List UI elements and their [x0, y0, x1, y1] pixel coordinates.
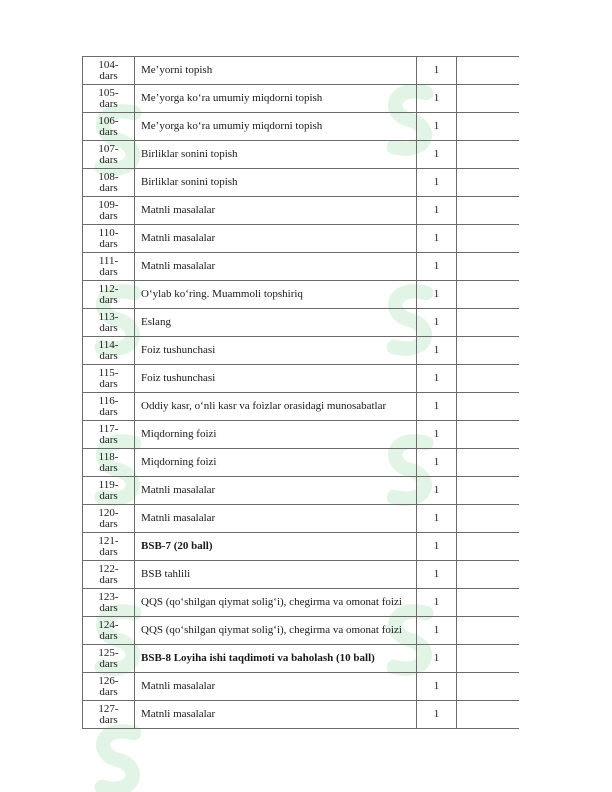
- lesson-hours: 1: [417, 337, 457, 365]
- lesson-date-cell: [457, 561, 519, 589]
- lesson-hours: 1: [417, 533, 457, 561]
- lesson-hours: 1: [417, 281, 457, 309]
- lesson-unit: dars: [99, 321, 118, 334]
- table-row: [83, 141, 519, 169]
- lesson-topic: Me’yorga ko‘ra umumiy miqdorni topish: [135, 113, 417, 141]
- lesson-number-cell: [83, 505, 135, 533]
- lesson-number-cell: [83, 589, 135, 617]
- lesson-number: 109-: [98, 198, 119, 211]
- lesson-number-cell: [83, 673, 135, 701]
- lesson-unit: dars: [99, 573, 118, 586]
- lesson-number: 126-: [98, 674, 119, 687]
- lesson-topic: Birliklar sonini topish: [135, 169, 417, 197]
- lesson-topic: BSB-8 Loyiha ishi taqdimoti va baholash (10 ball): [135, 645, 417, 673]
- lesson-plan-table-body: [83, 57, 519, 729]
- table-row: [83, 197, 519, 225]
- table-row: [83, 617, 519, 645]
- lesson-date-cell: [457, 701, 519, 729]
- lesson-number: 123-: [98, 590, 119, 603]
- lesson-number: 104-: [98, 58, 119, 71]
- lesson-date-cell: [457, 393, 519, 421]
- lesson-number-cell: [83, 421, 135, 449]
- lesson-unit: dars: [99, 153, 118, 166]
- lesson-number: 117-: [98, 422, 119, 435]
- lesson-hours: 1: [417, 561, 457, 589]
- lesson-number: 125-: [98, 646, 119, 659]
- table-row: [83, 477, 519, 505]
- lesson-topic: Me’yorga ko‘ra umumiy miqdorni topish: [135, 85, 417, 113]
- lesson-date-cell: [457, 449, 519, 477]
- lesson-number-cell: [83, 281, 135, 309]
- lesson-number-cell: [83, 561, 135, 589]
- lesson-topic: Oddiy kasr, o‘nli kasr va foizlar orasidagi munosabatlar: [135, 393, 417, 421]
- table-row: [83, 589, 519, 617]
- lesson-date-cell: [457, 197, 519, 225]
- lesson-unit: dars: [99, 181, 118, 194]
- lesson-unit: dars: [99, 125, 118, 138]
- lesson-number: 122-: [98, 562, 119, 575]
- lesson-date-cell: [457, 309, 519, 337]
- lesson-unit: dars: [99, 545, 118, 558]
- lesson-number: 107-: [98, 142, 119, 155]
- lesson-hours: 1: [417, 309, 457, 337]
- lesson-unit: dars: [99, 629, 118, 642]
- lesson-topic: O‘ylab ko‘ring. Muammoli topshiriq: [135, 281, 417, 309]
- lesson-hours: 1: [417, 197, 457, 225]
- lesson-number-cell: [83, 57, 135, 85]
- lesson-date-cell: [457, 477, 519, 505]
- lesson-number: 118-: [98, 450, 119, 463]
- lesson-topic: Matnli masalalar: [135, 505, 417, 533]
- lesson-unit: dars: [99, 405, 118, 418]
- lesson-number-cell: [83, 701, 135, 729]
- lesson-hours: 1: [417, 141, 457, 169]
- lesson-number: 119-: [98, 478, 119, 491]
- lesson-hours: 1: [417, 85, 457, 113]
- lesson-number-cell: [83, 113, 135, 141]
- lesson-hours: 1: [417, 449, 457, 477]
- lesson-topic: Miqdorning foizi: [135, 421, 417, 449]
- lesson-date-cell: [457, 421, 519, 449]
- lesson-topic: Foiz tushunchasi: [135, 365, 417, 393]
- lesson-unit: dars: [99, 293, 118, 306]
- table-row: [83, 337, 519, 365]
- lesson-plan-page: [82, 56, 518, 729]
- lesson-number-cell: [83, 337, 135, 365]
- lesson-unit: dars: [99, 349, 118, 362]
- lesson-date-cell: [457, 113, 519, 141]
- lesson-unit: dars: [99, 237, 118, 250]
- lesson-unit: dars: [99, 601, 118, 614]
- lesson-hours: 1: [417, 421, 457, 449]
- lesson-date-cell: [457, 225, 519, 253]
- lesson-date-cell: [457, 589, 519, 617]
- table-row: [83, 365, 519, 393]
- lesson-date-cell: [457, 533, 519, 561]
- lesson-date-cell: [457, 617, 519, 645]
- lesson-date-cell: [457, 365, 519, 393]
- lesson-topic: Matnli masalalar: [135, 701, 417, 729]
- lesson-date-cell: [457, 57, 519, 85]
- lesson-hours: 1: [417, 225, 457, 253]
- lesson-hours: 1: [417, 365, 457, 393]
- table-row: [83, 673, 519, 701]
- lesson-hours: 1: [417, 701, 457, 729]
- lesson-date-cell: [457, 337, 519, 365]
- lesson-number-cell: [83, 645, 135, 673]
- lesson-number: 114-: [98, 338, 119, 351]
- table-row: [83, 393, 519, 421]
- lesson-unit: dars: [99, 685, 118, 698]
- lesson-date-cell: [457, 85, 519, 113]
- lesson-number-cell: [83, 477, 135, 505]
- table-row: [83, 113, 519, 141]
- lesson-hours: 1: [417, 645, 457, 673]
- table-row: [83, 85, 519, 113]
- lesson-topic: Matnli masalalar: [135, 225, 417, 253]
- lesson-unit: dars: [99, 461, 118, 474]
- lesson-hours: 1: [417, 477, 457, 505]
- lesson-number: 115-: [98, 366, 119, 379]
- lesson-number: 111-: [98, 254, 119, 267]
- lesson-number: 116-: [98, 394, 119, 407]
- lesson-date-cell: [457, 281, 519, 309]
- lesson-hours: 1: [417, 169, 457, 197]
- lesson-hours: 1: [417, 57, 457, 85]
- lesson-date-cell: [457, 141, 519, 169]
- lesson-number-cell: [83, 253, 135, 281]
- lesson-number: 124-: [98, 618, 119, 631]
- lesson-unit: dars: [99, 377, 118, 390]
- lesson-number-cell: [83, 85, 135, 113]
- lesson-number: 121-: [98, 534, 119, 547]
- lesson-number-cell: [83, 169, 135, 197]
- lesson-topic: Matnli masalalar: [135, 197, 417, 225]
- lesson-topic: Birliklar sonini topish: [135, 141, 417, 169]
- lesson-hours: 1: [417, 113, 457, 141]
- lesson-unit: dars: [99, 657, 118, 670]
- lesson-number: 105-: [98, 86, 119, 99]
- lesson-topic: Foiz tushunchasi: [135, 337, 417, 365]
- lesson-number: 127-: [98, 702, 119, 715]
- lesson-number: 120-: [98, 506, 119, 519]
- lesson-topic: QQS (qo‘shilgan qiymat solig‘i), chegirma va omonat foizi: [135, 589, 417, 617]
- table-row: [83, 421, 519, 449]
- table-row: [83, 281, 519, 309]
- lesson-hours: 1: [417, 505, 457, 533]
- table-row: [83, 561, 519, 589]
- lesson-topic: Matnli masalalar: [135, 673, 417, 701]
- table-row: [83, 57, 519, 85]
- lesson-date-cell: [457, 253, 519, 281]
- lesson-unit: dars: [99, 97, 118, 110]
- lesson-date-cell: [457, 673, 519, 701]
- lesson-number: 106-: [98, 114, 119, 127]
- lesson-unit: dars: [99, 489, 118, 502]
- lesson-topic: BSB-7 (20 ball): [135, 533, 417, 561]
- lesson-hours: 1: [417, 393, 457, 421]
- table-row: [83, 533, 519, 561]
- lesson-hours: 1: [417, 673, 457, 701]
- lesson-number-cell: [83, 393, 135, 421]
- lesson-number-cell: [83, 141, 135, 169]
- lesson-topic: Me’yorni topish: [135, 57, 417, 85]
- lesson-number-cell: [83, 533, 135, 561]
- lesson-unit: dars: [99, 209, 118, 222]
- lesson-topic: Matnli masalalar: [135, 253, 417, 281]
- lesson-topic: Miqdorning foizi: [135, 449, 417, 477]
- lesson-number-cell: [83, 197, 135, 225]
- table-row: [83, 309, 519, 337]
- lesson-date-cell: [457, 645, 519, 673]
- lesson-unit: dars: [99, 713, 118, 726]
- lesson-number-cell: [83, 617, 135, 645]
- lesson-number: 113-: [98, 310, 119, 323]
- lesson-number-cell: [83, 449, 135, 477]
- lesson-date-cell: [457, 169, 519, 197]
- table-row: [83, 645, 519, 673]
- lesson-number: 110-: [98, 226, 119, 239]
- lesson-hours: 1: [417, 589, 457, 617]
- lesson-topic: QQS (qo‘shilgan qiymat solig‘i), chegirma va omonat foizi: [135, 617, 417, 645]
- lesson-number: 108-: [98, 170, 119, 183]
- lesson-topic: BSB tahlili: [135, 561, 417, 589]
- table-row: [83, 449, 519, 477]
- table-row: [83, 225, 519, 253]
- lesson-unit: dars: [99, 69, 118, 82]
- lesson-number: 112-: [98, 282, 119, 295]
- lesson-unit: dars: [99, 433, 118, 446]
- table-row: [83, 701, 519, 729]
- lesson-topic: Matnli masalalar: [135, 477, 417, 505]
- lesson-hours: 1: [417, 617, 457, 645]
- lesson-unit: dars: [99, 517, 118, 530]
- lesson-hours: 1: [417, 253, 457, 281]
- lesson-unit: dars: [99, 265, 118, 278]
- lesson-number-cell: [83, 309, 135, 337]
- lesson-plan-table: [82, 56, 519, 729]
- lesson-date-cell: [457, 505, 519, 533]
- lesson-topic: Eslang: [135, 309, 417, 337]
- lesson-number-cell: [83, 225, 135, 253]
- table-row: [83, 505, 519, 533]
- table-row: [83, 253, 519, 281]
- table-row: [83, 169, 519, 197]
- lesson-number-cell: [83, 365, 135, 393]
